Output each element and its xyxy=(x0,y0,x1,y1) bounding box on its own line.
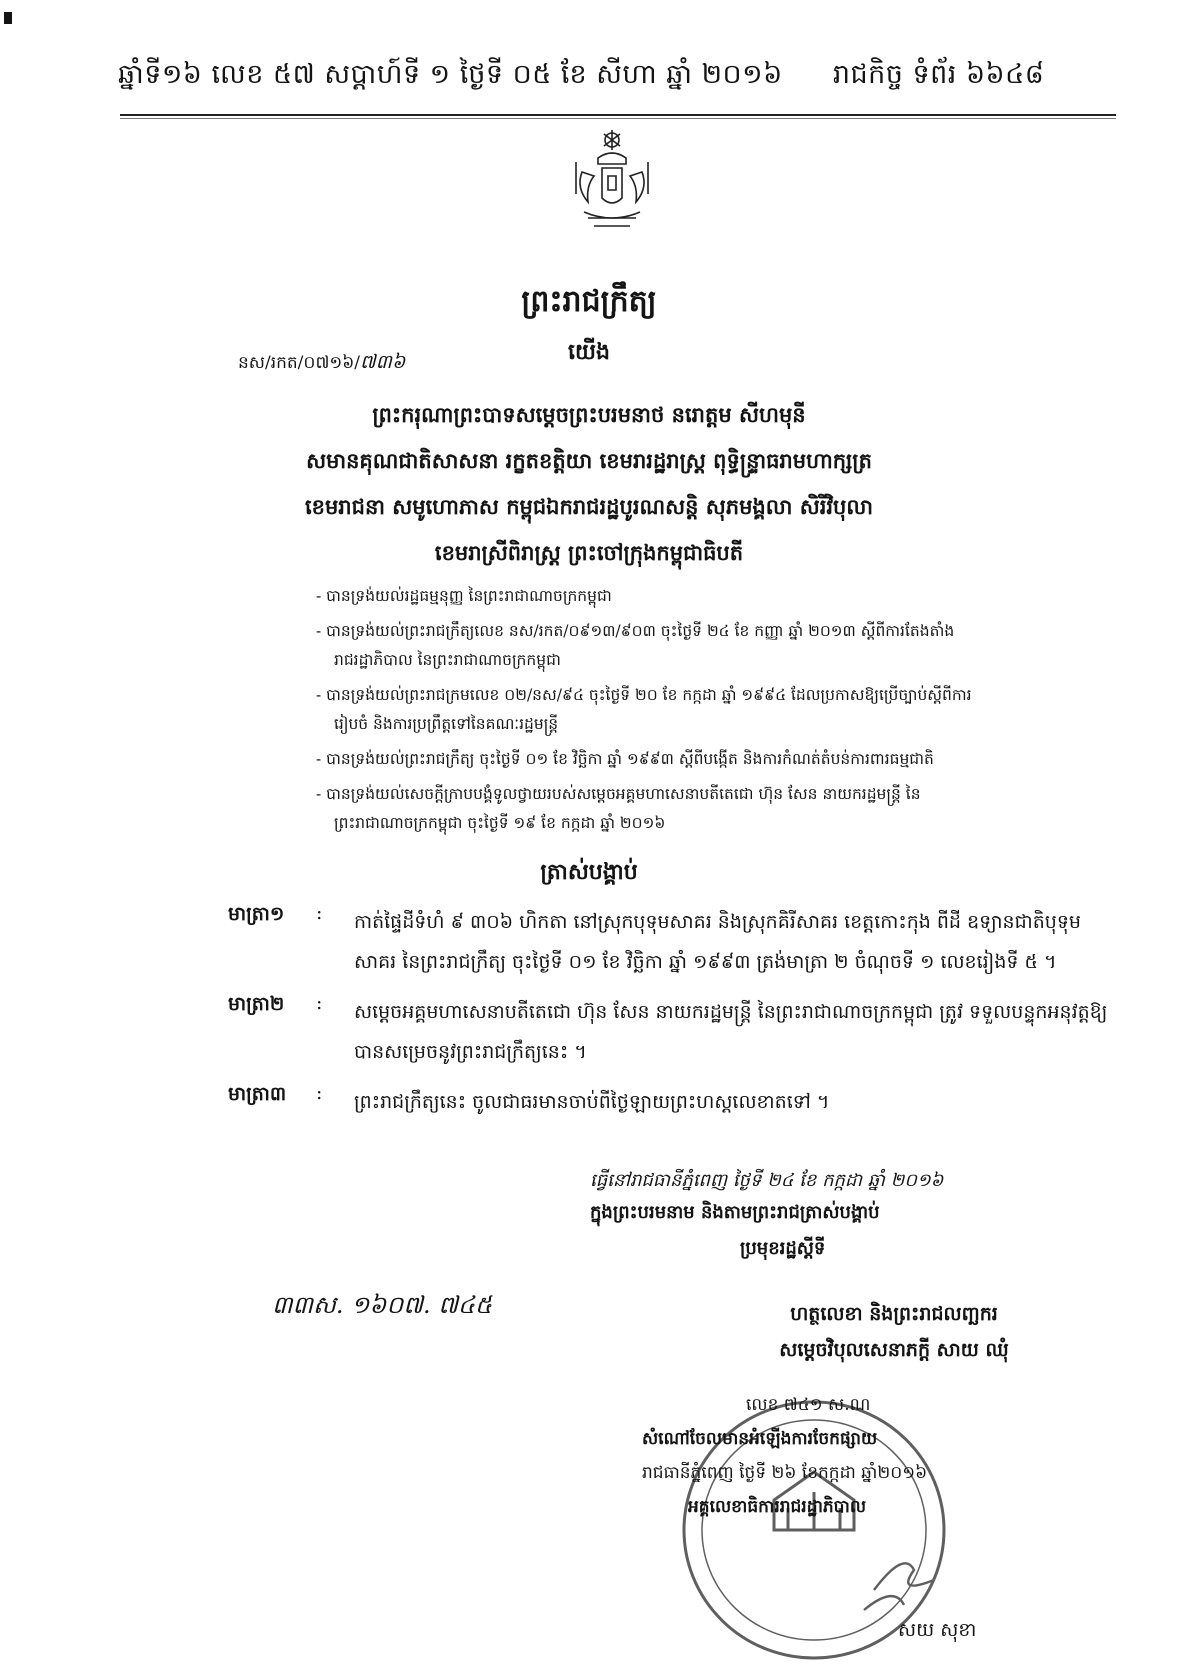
article-text: កាត់ផ្ទៃដីទំហំ ៩ ៣០៦ ហិកតា នៅស្រុកបុទុមសាគរ និងស្រុកគិរីសាគរ ខេត្តកោះកុង ពីដី ឧទ្យានជាតិបុទុមសាគរ នៃព្រះរាជក្រឹត្យ ចុះថ្ងៃទី ០១ ខែ វិច្ឆិកា ឆ្នាំ ១៩៩៣ ត្រង់មាត្រា ២ ចំណុចទី ១ លេខរៀងទី ៥ ។ xyxy=(354,911,1081,973)
vista-text: - បានទ្រង់យល់ព្រះរាជក្រឹត្យ ចុះថ្ងៃទី ០១ ខែ វិច្ឆិកា ឆ្នាំ ១៩៩៣ ស្តីពីបង្កើត និងការកំណត់តំបន់ការពារធម្មជាតិ xyxy=(316,750,934,768)
certification-number: លេខ ៧៤១ ស.ណ xyxy=(746,1395,871,1415)
we-heading: យើង xyxy=(568,339,610,365)
place-and-date: ធ្វើនៅរាជធានីភ្នំពេញ ថ្ងៃទី ២៤ ខែ កក្កដា ឆ្នាំ ២០១៦ xyxy=(590,1170,944,1191)
article-label: មាត្រា៣ xyxy=(228,1083,287,1105)
vista-text-continued: ព្រះរាជាណាចក្រកម្ពុជា ចុះថ្ងៃទី ១៩ ខែ កក្កដា ឆ្នាំ ២០១៦ xyxy=(334,814,666,832)
vista-text: - បានទ្រង់យល់សេចក្តីក្រាបបង្គំទូលថ្វាយរបស់សម្តេចអគ្គមហាសេនាបតីតេជោ ហ៊ុន សែន នាយករដ្ឋមន្ត្រី នៃ xyxy=(316,785,921,803)
royal-title-line: ព្រះករុណាព្រះបាទសម្តេចព្រះបរមនាថ នរោត្តម សីហមុនី xyxy=(372,402,806,427)
article-text: សម្តេចអគ្គមហាសេនាបតីតេជោ ហ៊ុន សែន នាយករដ្ឋមន្ត្រី នៃព្រះរាជាណាចក្រកម្ពុជា ត្រូវ ទទួលបន្ទុកអនុវត្តឱ្យបានសម្រេចនូវព្រះរាជក្រឹត្យនេះ ។ xyxy=(354,1001,1108,1063)
vista-item xyxy=(316,745,1086,774)
closing-line: ប្រមុខរដ្ឋស្តីទី xyxy=(740,1238,826,1259)
royal-title-line: សមានគុណជាតិសាសនា រក្ខតខត្តិយា ខេមរារដ្ឋរាស្ត្រ ពុទ្ធិន្ទ្រាធរាមហាក្សត្រ xyxy=(306,448,872,473)
vista-text: - បានទ្រង់យល់រដ្ឋធម្មនុញ្ញ នៃព្រះរាជាណាចក្រកម្ពុជា xyxy=(316,587,612,605)
header-rule xyxy=(120,114,1116,116)
handwritten-registration-number: ៣៣ស. ១៦០៧. ៧៤៥ xyxy=(272,1291,492,1319)
signatory-line: ហត្ថលេខា និងព្រះរាជលញ្ឆករ xyxy=(790,1303,998,1325)
royal-coat-of-arms-icon xyxy=(568,128,656,234)
gazette-header xyxy=(118,58,1118,97)
vista-text: - បានទ្រង់យល់ព្រះរាជក្រមលេខ ០២/នស/៩៤ ចុះថ្ងៃទី ២០ ខែ កក្កដា ឆ្នាំ ១៩៩៤ ដែលប្រកាសឱ្យប្រើច្បាប់ស្តីពីការ xyxy=(316,686,972,704)
certification-title: អគ្គលេខាធិការរាជរដ្ឋាភិបាល xyxy=(688,1497,867,1517)
article-label: មាត្រា១ xyxy=(228,903,285,925)
signatory-block xyxy=(684,1296,1104,1368)
vista-text: - បានទ្រង់យល់ព្រះរាជក្រឹត្យលេខ នស/រកត/០៩១៣/៩០៣ ចុះថ្ងៃទី ២៤ ខែ កញ្ញា ឆ្នាំ ២០១៣ ស្តីពីការតែងតាំង xyxy=(316,622,955,640)
article-colon: : xyxy=(316,992,323,1014)
articles xyxy=(228,902,1108,1132)
gazette-page: រាជកិច្ច ទំព័រ ៦៦៤៨ xyxy=(832,59,1045,90)
royal-titles xyxy=(0,392,1178,576)
signatory-name: សម្តេចវិបុលសេនាភក្តី សាយ ឈុំ xyxy=(779,1339,1009,1361)
gazette-issue: ឆ្នាំទី១៦ លេខ ៥៧ សប្តាហ៍ទី ១ ថ្ងៃទី ០៥ ខែ សីហា ឆ្នាំ ២០១៦ xyxy=(118,59,783,90)
certification-block xyxy=(642,1388,1122,1524)
vista-item xyxy=(316,582,1086,611)
reference-handwritten: ៧៣៦ xyxy=(360,351,406,373)
royal-title-line: ខេមរាស្រីពិរាស្ត្រ ព្រះចៅក្រុងកម្ពុជាធិបតី xyxy=(434,540,744,565)
article xyxy=(228,902,1108,982)
article-text: ព្រះរាជក្រឹត្យនេះ ចូលជាធរមានចាប់ពីថ្ងៃឡាយព្រះហស្តលេខាតទៅ ។ xyxy=(354,1091,830,1113)
closing-line: ក្នុងព្រះបរមនាម និងតាមព្រះរាជត្រាស់បង្គាប់ xyxy=(590,1202,880,1223)
vista-item xyxy=(316,681,1086,739)
reference-printed: នស/រកត/០៧១៦/ xyxy=(238,353,361,373)
decree-heading: ត្រាស់បង្គាប់ xyxy=(540,859,638,885)
vista-item xyxy=(316,780,1086,838)
article xyxy=(228,1082,1108,1122)
vista-item xyxy=(316,617,1086,675)
vistas-list xyxy=(316,582,1086,844)
header-rule-thin xyxy=(120,118,1116,119)
certification-line: សំណៅចែលមានអំឡើងការចែកផ្សាយ xyxy=(642,1429,878,1449)
scan-corner-mark xyxy=(4,12,12,24)
certification-date: រាជធានីភ្នំពេញ ថ្ងៃទី ២៦ ខែកក្កដា ឆ្នាំ២០១៦ xyxy=(642,1463,928,1483)
royal-title-line: ខេមរាជនា សមូហោភាស កម្ពុជឯករាជរដ្ឋបូរណសន្តិ សុភមង្គលា សិរីវិបុលា xyxy=(304,494,874,519)
certifier-name: សយ សុខា xyxy=(898,1619,977,1641)
closing-block xyxy=(590,1168,1110,1267)
article-colon: : xyxy=(316,902,323,924)
article-label: មាត្រា២ xyxy=(228,993,285,1015)
document-title: ព្រះរាជក្រឹត្យ xyxy=(521,284,657,319)
article xyxy=(228,992,1108,1072)
vista-text-continued: រាជរដ្ឋាភិបាល នៃព្រះរាជាណាចក្រកម្ពុជា xyxy=(334,651,561,669)
article-colon: : xyxy=(316,1082,323,1104)
vista-text-continued: រៀបចំ និងការប្រព្រឹត្តទៅនៃគណៈរដ្ឋមន្ត្រី xyxy=(334,715,559,733)
